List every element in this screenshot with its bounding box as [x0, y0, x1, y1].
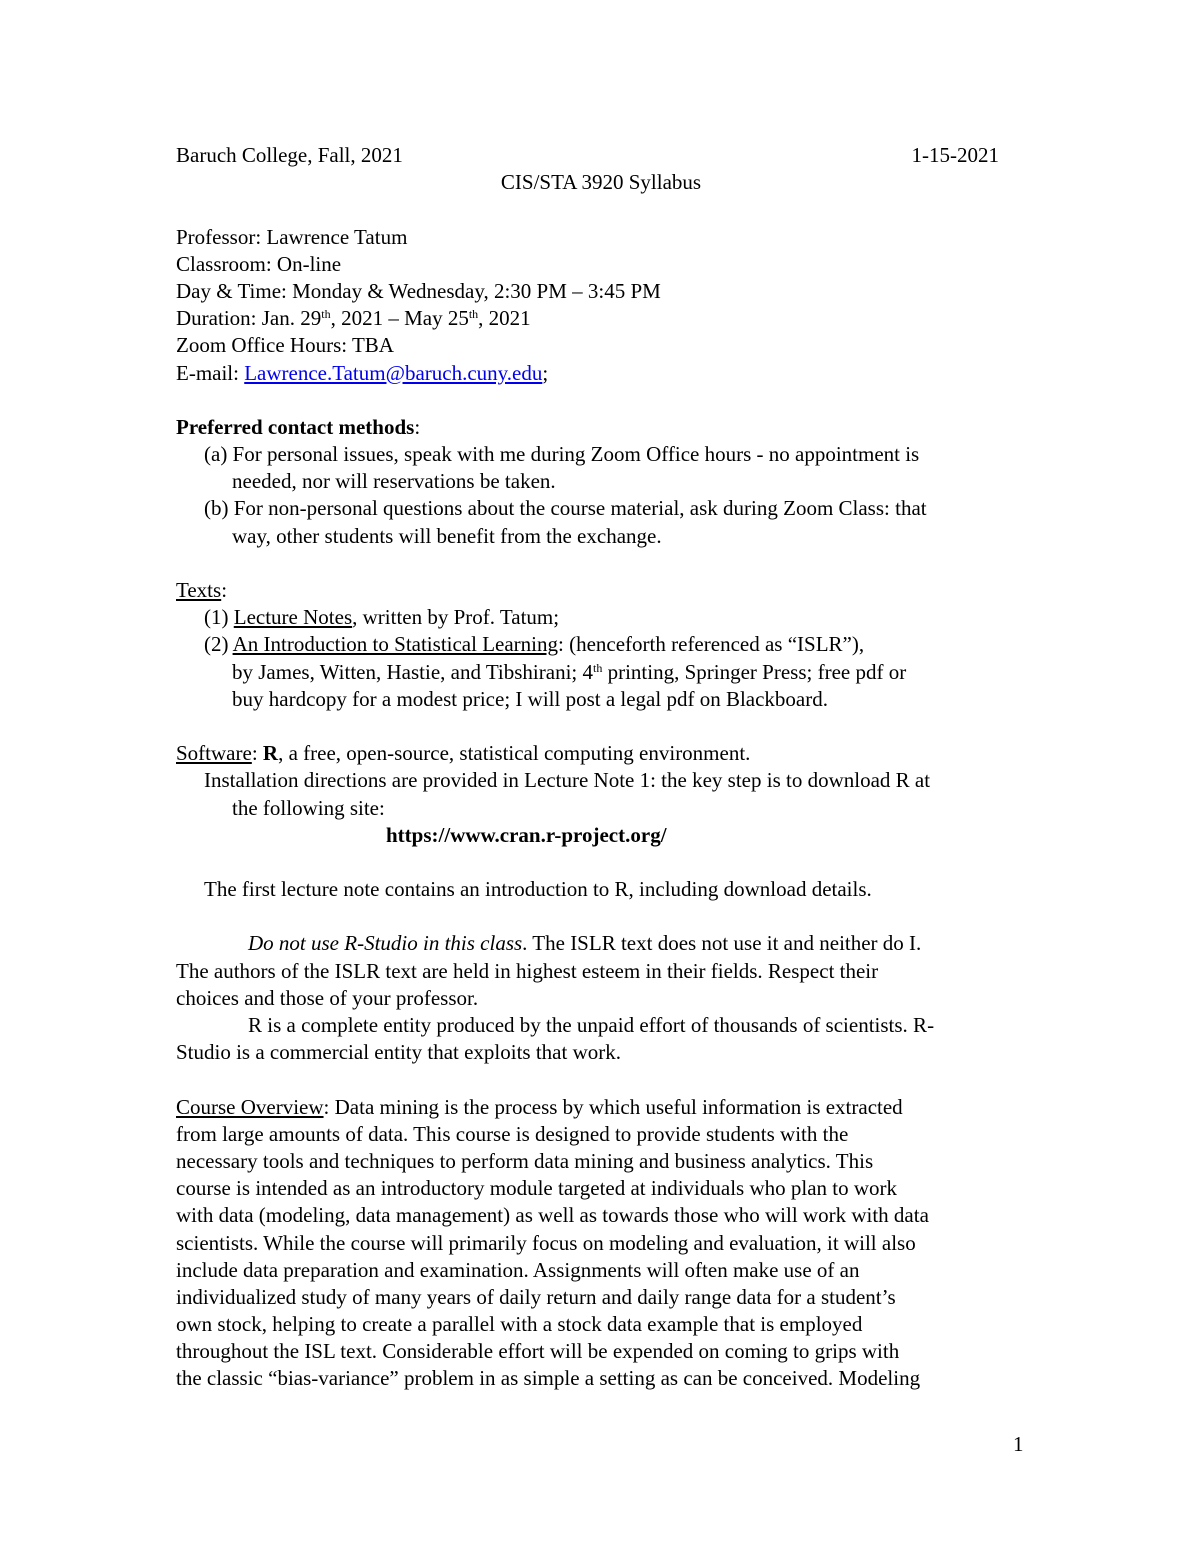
- page-number: 1: [1013, 1432, 1024, 1456]
- overview-line: include data preparation and examination. Assignments will often make use of an: [176, 1257, 860, 1282]
- contact-item-b: (b) For non-personal questions about the course material, ask during Zoom Class: that: [204, 496, 927, 521]
- overview-line: from large amounts of data. This course is designed to provide students with the: [176, 1121, 849, 1146]
- duration-line: Duration: Jan. 29th, 2021 – May 25th, 2021: [176, 306, 531, 331]
- text-item-2: (2) An Introduction to Statistical Learning: (henceforth referenced as “ISLR”),: [204, 632, 865, 657]
- software-install-cont: the following site:: [232, 795, 385, 820]
- professor-line: Professor: Lawrence Tatum: [176, 224, 408, 249]
- rstudio-para1-line2: The authors of the ISLR text are held in highest esteem in their fields. Respect their: [176, 958, 879, 983]
- text-item-2-cont: by James, Witten, Hastie, and Tibshirani; 4th printing, Springer Press; free pdf or: [232, 659, 907, 684]
- day-time-line: Day & Time: Monday & Wednesday, 2:30 PM – 3:45 PM: [176, 278, 661, 303]
- cran-url[interactable]: https://www.cran.r-project.org/: [386, 822, 667, 847]
- rstudio-para2-line2: Studio is a commercial entity that exploits that work.: [176, 1040, 621, 1065]
- rstudio-para2-line1: R is a complete entity produced by the unpaid effort of thousands of scientists. R-: [248, 1013, 935, 1037]
- rstudio-para1-line3: choices and those of your professor.: [176, 985, 479, 1010]
- overview-line: the classic “bias-variance” problem in as simple a setting as can be conceived. Modeling: [176, 1366, 921, 1391]
- software-install-line: Installation directions are provided in Lecture Note 1: the key step is to download R at: [204, 768, 931, 793]
- contact-heading-line: Preferred contact methods:: [176, 414, 421, 439]
- overview-line: with data (modeling, data management) as well as towards those who will work with data: [176, 1203, 929, 1228]
- overview-line-1: Course Overview: Data mining is the process by which useful information is extracted: [176, 1094, 903, 1119]
- text-item-1: (1) Lecture Notes, written by Prof. Tatum;: [204, 605, 560, 630]
- contact-item-a-cont: needed, nor will reservations be taken.: [232, 469, 556, 494]
- text-item-2-cont2: buy hardcopy for a modest price; I will post a legal pdf on Blackboard.: [232, 686, 828, 711]
- overview-line: throughout the ISL text. Considerable effort will be expended on coming to grips with: [176, 1339, 900, 1364]
- syllabus-body: [176, 142, 1026, 1393]
- texts-heading-line: Texts:: [176, 578, 228, 602]
- rstudio-para1-line1: Do not use R-Studio in this class. The ISLR text does not use it and neither do I.: [248, 931, 922, 956]
- document-title: CIS/STA 3920 Syllabus: [500, 170, 702, 195]
- contact-heading: Preferred contact methods: [176, 414, 415, 439]
- contact-item-a: (a) For personal issues, speak with me during Zoom Office hours - no appointment is: [204, 442, 920, 467]
- email-link[interactable]: Lawrence.Tatum@baruch.cuny.edu: [244, 360, 543, 385]
- overview-line: scientists. While the course will primarily focus on modeling and evaluation, it will also: [176, 1230, 916, 1255]
- overview-heading: Course Overview: [176, 1094, 324, 1119]
- overview-line: necessary tools and techniques to perform data mining and business analytics. This: [176, 1148, 874, 1173]
- email-line: E-mail: Lawrence.Tatum@baruch.cuny.edu;: [176, 360, 549, 385]
- software-heading: Software: [176, 741, 252, 766]
- overview-line: individualized study of many years of daily return and daily range data for a student’s: [176, 1284, 896, 1309]
- classroom-line: Classroom: On-line: [176, 251, 342, 276]
- document-date: 1-15-2021: [911, 143, 999, 167]
- texts-heading: Texts: [176, 578, 222, 602]
- institution: Baruch College, Fall, 2021: [176, 143, 403, 167]
- overview-line: own stock, helping to create a parallel with a stock data example that is employed: [176, 1312, 863, 1337]
- header-line: [176, 142, 1026, 169]
- office-hours-line: Zoom Office Hours: TBA: [176, 333, 394, 358]
- software-line: Software: R, a free, open-source, statistical computing environment.: [176, 741, 751, 766]
- overview-line: course is intended as an introductory module targeted at individuals who plan to work: [176, 1176, 898, 1201]
- contact-item-b-cont: way, other students will benefit from the exchange.: [232, 523, 662, 548]
- software-note: The first lecture note contains an introduction to R, including download details.: [204, 877, 872, 902]
